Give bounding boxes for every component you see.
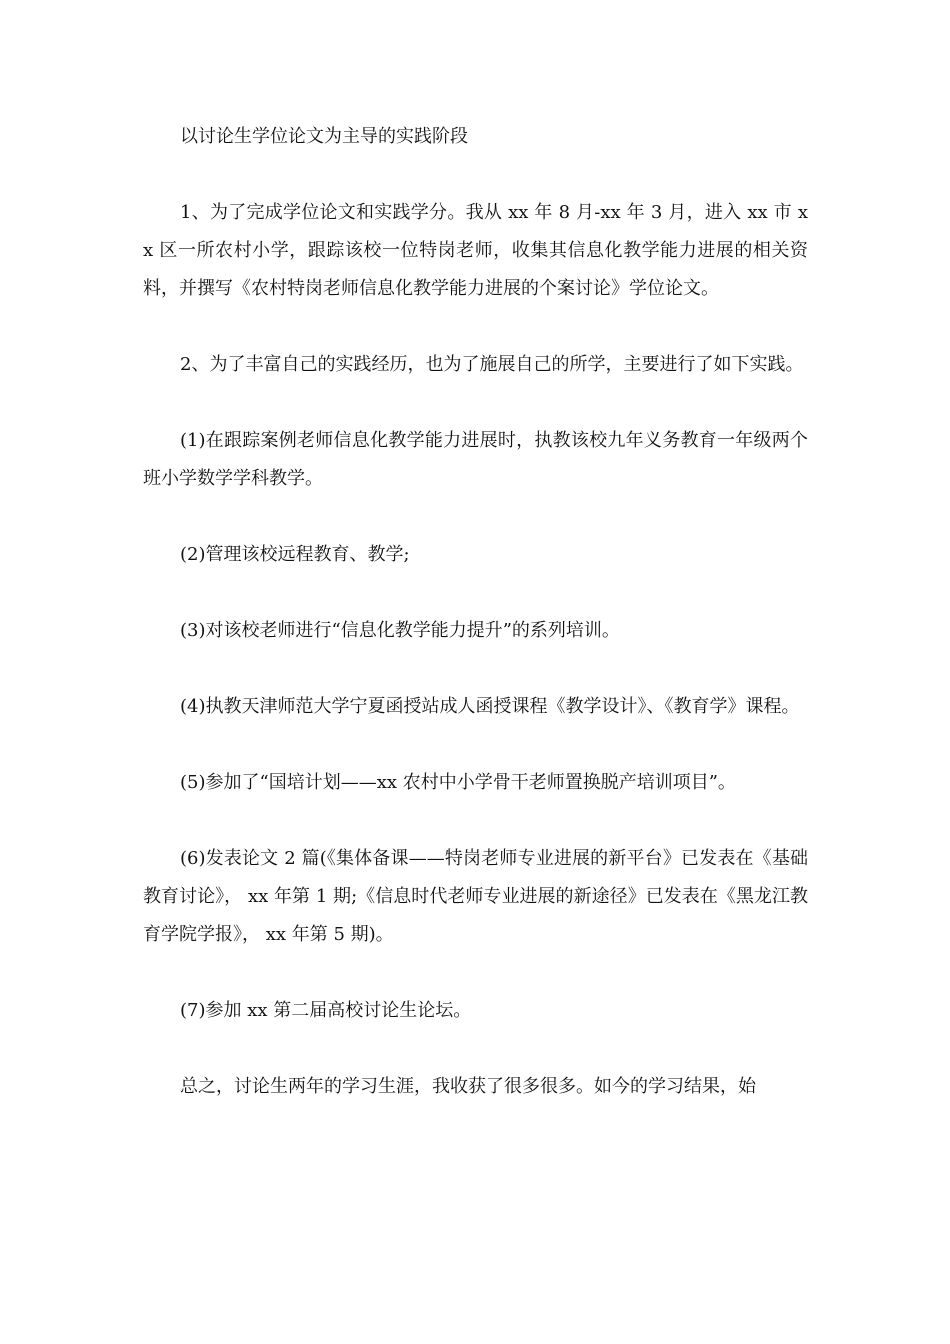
paragraph-3: (1)在跟踪案例老师信息化教学能力进展时，执教该校九年义务教育一年级两个班小学数学学科教学。 <box>143 430 808 489</box>
paragraph-9: (7)参加 xx 第二届高校讨论生论坛。 <box>180 1000 472 1021</box>
paragraph-10: 总之，讨论生两年的学习生涯，我收获了很多很多。如今的学习结果，始 <box>180 1076 756 1097</box>
paragraph-6: (4)执教天津师范大学宁夏函授站成人函授课程《教学设计》、《教育学》课程。 <box>180 696 800 717</box>
paragraph-1: 1、为了完成学位论文和实践学分。我从 xx 年 8 月-xx 年 3 月，进入 xx 市 xx 区一所农村小学，跟踪该校一位特岗老师，收集其信息化教学能力进展的相关资料，并撰写《农村特岗老师信息化教学能力进展的个案讨论》学位论文。 <box>143 202 808 299</box>
paragraph-8: (6)发表论文 2 篇(《集体备课——特岗老师专业进展的新平台》已发表在《基础教育讨论》， xx 年第 1 期;《信息时代老师专业进展的新途径》已发表在《黑龙江教育学院学报》， xx 年第 5 期)。 <box>143 848 808 945</box>
section-heading: 以讨论生学位论文为主导的实践阶段 <box>180 126 468 147</box>
paragraph-4: (2)管理该校远程教育、教学; <box>180 544 410 565</box>
paragraph-2: 2、为了丰富自己的实践经历，也为了施展自己的所学，主要进行了如下实践。 <box>180 354 804 375</box>
paragraph-5: (3)对该校老师进行“信息化教学能力提升”的系列培训。 <box>180 620 620 641</box>
document-body <box>143 118 808 1144</box>
paragraph-7: (5)参加了“国培计划——xx 农村中小学骨干老师置换脱产培训项目”。 <box>180 772 736 793</box>
